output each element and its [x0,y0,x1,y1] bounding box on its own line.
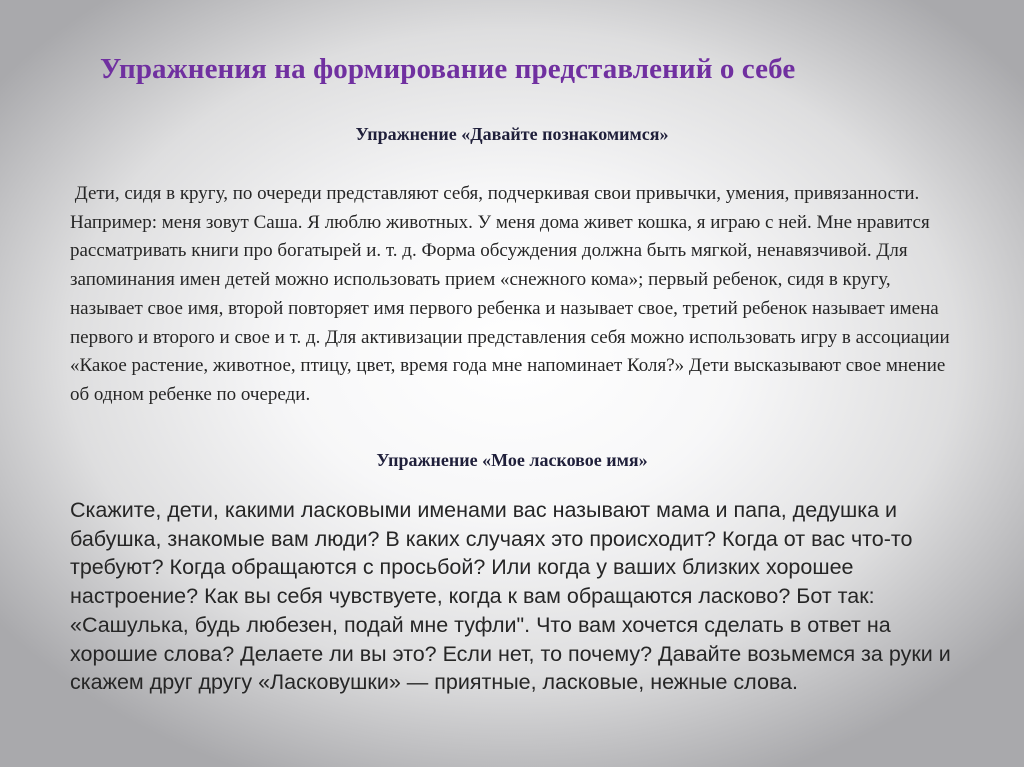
exercise-2-heading: Упражнение «Мое ласковое имя» [376,450,648,470]
slide-title: Упражнения на формирование представлений о себе [100,53,796,85]
exercise-2-text: Скажите, дети, какими ласковыми именами вас называют мама и папа, дедушка и бабушка, знакомые вам люди? В каких случаях это происходит? Когда от вас что-то требуют? Когда обращаются с просьбой? Или когда у ваших близких хорошее настроение? Как вы себя чувствуете, когда к вам обращаются ласково? Бот так: «Сашулька, будь любезен, подай мне туфли". Что вам хочется сделать в ответ на хорошие слова? Делаете ли вы это? Если нет, то почему? Давайте возьмемся за руки и скажем друг другу «Ласковушки» — приятные, ласковые, нежные слова. [70,498,957,695]
exercise-1-heading: Упражнение «Давайте познакомимся» [355,124,669,144]
exercise-1-text: Дети, сидя в кругу, по очереди представляют себя, подчеркивая свои привычки, умения, привязанности. Например: меня зовут Саша. Я люблю животных. У меня дома живет кошка, я играю с ней. Мне нравится рассматривать книги про богатырей и. т. д. Форма обсуждения должна быть мягкой, ненавязчивой. Для запоминания имен детей можно использовать прием «снежного кома»; первый ребенок, сидя в кругу, называет свое имя, второй повторяет имя первого ребенка и называет свое, третий ребенок называет имена первого и второго и свое и т. д. Для активизации представления себя можно использовать игру в ассоциации «Какое растение, животное, птицу, цвет, время года мне напоминает Коля?» Дети высказывают свое мнение об одном ребенке по очереди. [70,183,955,405]
